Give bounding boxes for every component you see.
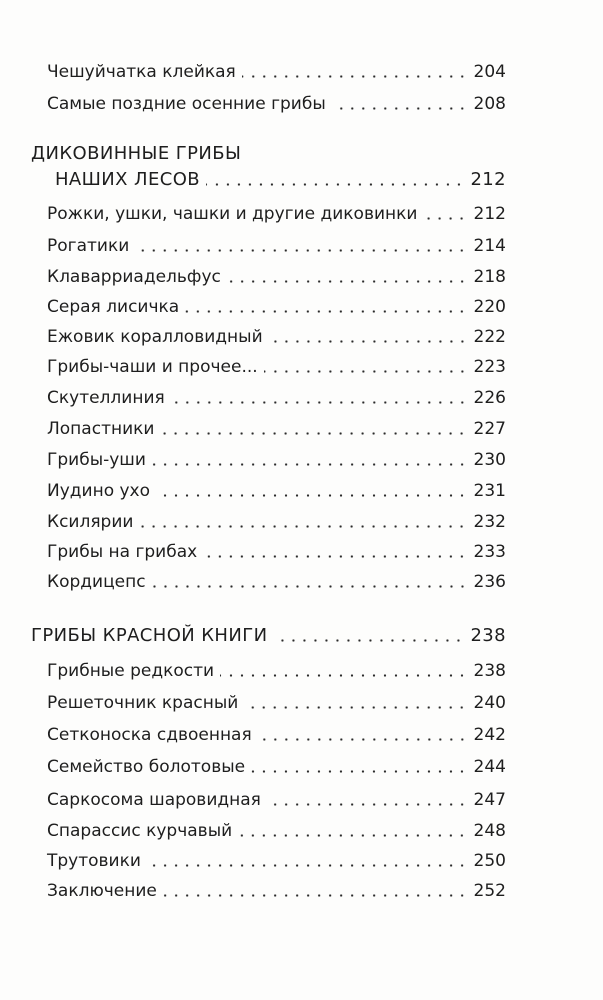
toc-entry-page: 212	[473, 204, 506, 224]
toc-entry-page: 227	[473, 419, 506, 439]
toc-entry[interactable]	[47, 480, 506, 502]
dot-leader	[147, 864, 468, 867]
toc-entry[interactable]	[47, 203, 506, 225]
dot-leader	[269, 340, 468, 343]
toc-entry[interactable]	[47, 356, 506, 378]
toc-entry[interactable]	[47, 850, 506, 872]
toc-entry-page: 232	[473, 512, 506, 532]
toc-entry[interactable]	[47, 296, 506, 318]
toc-entry-title: Ксилярии	[47, 512, 134, 532]
section-heading-page: 212	[470, 169, 506, 190]
toc-entry-title: Трутовики	[47, 851, 141, 871]
toc-entry-title: Грибы на грибах	[47, 542, 198, 562]
toc-entry-title: Грибные редкости	[47, 661, 215, 681]
dot-leader	[139, 525, 467, 528]
toc-entry-page: 244	[473, 757, 506, 777]
toc-entry[interactable]	[47, 692, 506, 714]
toc-entry-title: Серая лисичка	[47, 297, 180, 317]
dot-leader	[227, 280, 468, 283]
dot-leader	[332, 107, 468, 110]
toc-entry[interactable]	[47, 418, 506, 440]
toc-entry-title: Сетконоска сдвоенная	[47, 725, 252, 745]
dot-leader	[423, 217, 467, 220]
dot-leader	[251, 770, 467, 773]
toc-entry-title: Рогатики	[47, 236, 130, 256]
toc-entry-title: Ежовик коралловидный	[47, 327, 263, 347]
section-heading-title: НАШИХ ЛЕСОВ	[55, 169, 201, 190]
dot-leader	[185, 310, 467, 313]
toc-entry[interactable]	[47, 449, 506, 471]
toc-entry[interactable]	[47, 724, 506, 746]
toc-entry[interactable]	[47, 93, 506, 115]
dot-leader	[220, 674, 467, 677]
section-heading-title: ГРИБЫ КРАСНОЙ КНИГИ	[31, 625, 268, 646]
toc-entry-title: Грибы-чаши и прочее...	[47, 357, 258, 377]
toc-entry-title: Семейство болотовые	[47, 757, 246, 777]
toc-entry-title: Рожки, ушки, чашки и другие диковинки	[47, 204, 418, 224]
toc-entry[interactable]	[47, 511, 506, 533]
dot-leader	[156, 494, 468, 497]
section-heading[interactable]	[55, 169, 506, 191]
toc-entry-title: Заключение	[47, 881, 157, 901]
toc-entry-title: Чешуйчатка клейкая	[47, 62, 236, 82]
dot-leader	[267, 803, 468, 806]
dot-leader	[135, 249, 467, 252]
dot-leader	[203, 555, 467, 558]
toc-entry-title: Самые поздние осенние грибы	[47, 94, 326, 114]
toc-entry[interactable]	[47, 387, 506, 409]
dot-leader	[242, 75, 468, 78]
toc-entry-page: 233	[473, 542, 506, 562]
toc-entry-page: 236	[473, 572, 506, 592]
toc-entry[interactable]	[47, 541, 506, 563]
dot-leader	[163, 894, 468, 897]
toc-entry[interactable]	[47, 880, 506, 902]
dot-leader	[273, 639, 464, 642]
toc-entry-page: 204	[473, 62, 506, 82]
toc-entry-page: 223	[473, 357, 506, 377]
toc-entry-page: 252	[473, 881, 506, 901]
toc-entry-page: 208	[473, 94, 506, 114]
dot-leader	[160, 432, 467, 435]
toc-entry[interactable]	[47, 61, 506, 83]
toc-entry-page: 250	[473, 851, 506, 871]
dot-leader	[244, 706, 467, 709]
dot-leader	[206, 183, 464, 186]
toc-entry-title: Клаварриадельфус	[47, 267, 221, 287]
dot-leader	[171, 401, 468, 404]
section-heading-line1: ДИКОВИННЫЕ ГРИБЫ	[31, 143, 242, 164]
dot-leader	[238, 834, 467, 837]
toc-entry[interactable]	[47, 266, 506, 288]
toc-entry-page: 226	[473, 388, 506, 408]
toc-entry-title: Саркосома шаровидная	[47, 790, 261, 810]
dot-leader	[152, 463, 468, 466]
toc-entry[interactable]	[47, 756, 506, 778]
section-heading-page: 238	[470, 625, 506, 646]
toc-entry-title: Иудино ухо	[47, 481, 151, 501]
toc-entry-page: 238	[473, 661, 506, 681]
toc-entry-page: 242	[473, 725, 506, 745]
dot-leader	[152, 585, 468, 588]
toc-entry[interactable]	[47, 326, 506, 348]
toc-entry[interactable]	[47, 820, 506, 842]
toc-entry-title: Грибы-уши	[47, 450, 146, 470]
dot-leader	[264, 370, 468, 373]
section-heading[interactable]	[31, 625, 506, 647]
toc-entry[interactable]	[47, 571, 506, 593]
toc-entry[interactable]	[47, 660, 506, 682]
toc-entry-title: Лопастники	[47, 419, 155, 439]
toc-entry-title: Решеточник красный	[47, 693, 239, 713]
toc-entry-page: 248	[473, 821, 506, 841]
toc-entry-page: 247	[473, 790, 506, 810]
toc-entry-title: Кордицепс	[47, 572, 146, 592]
toc-entry-page: 231	[473, 481, 506, 501]
toc-entry-title: Спарассис курчавый	[47, 821, 233, 841]
toc-entry-page: 220	[473, 297, 506, 317]
toc-entry[interactable]	[47, 789, 506, 811]
dot-leader	[258, 738, 468, 741]
toc-entry-title: Скутеллиния	[47, 388, 165, 408]
toc-entry-page: 218	[473, 267, 506, 287]
toc-entry-page: 214	[473, 236, 506, 256]
toc-entry-page: 240	[473, 693, 506, 713]
toc-entry[interactable]	[47, 235, 506, 257]
toc-entry-page: 222	[473, 327, 506, 347]
toc-entry-page: 230	[473, 450, 506, 470]
